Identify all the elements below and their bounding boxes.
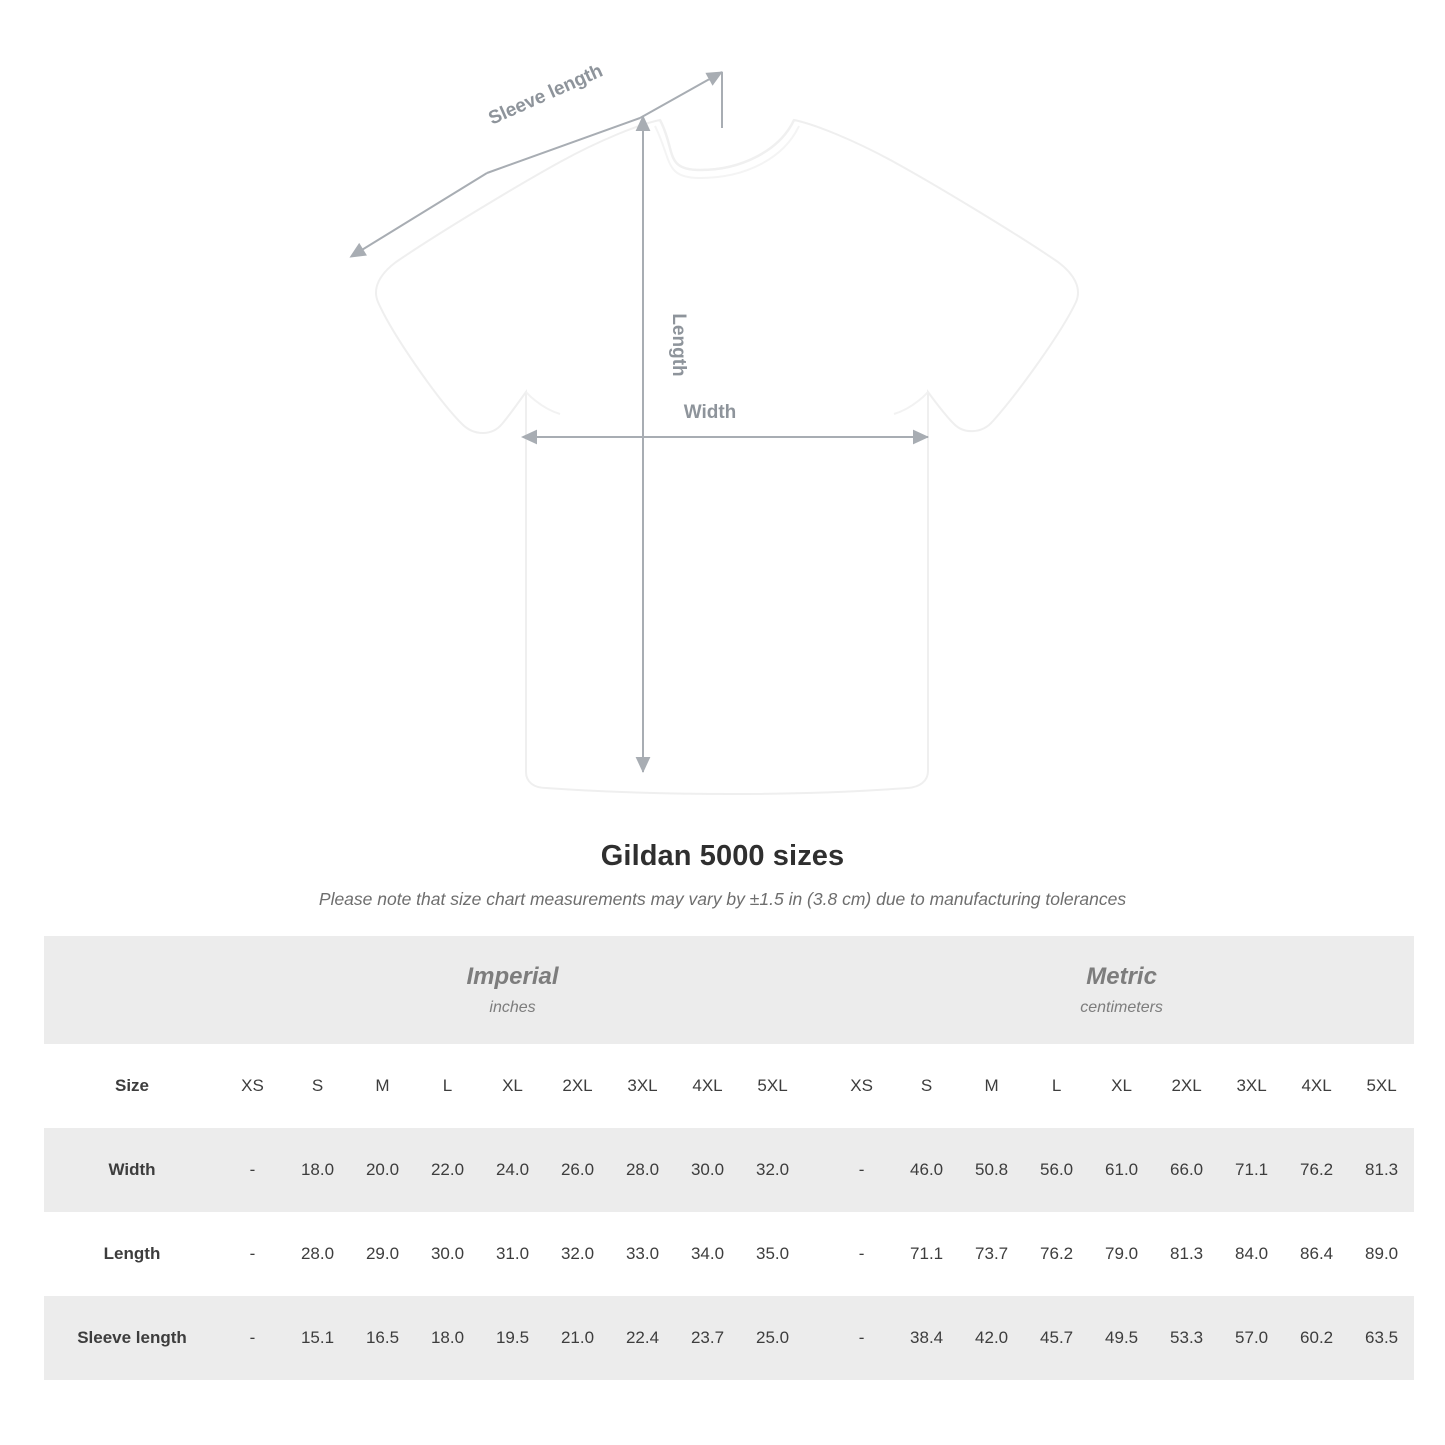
cell-size-met-4: XL [1089, 1044, 1154, 1128]
cell-sleeve-imp-7: 23.7 [675, 1296, 740, 1380]
tshirt-shape [376, 120, 1078, 794]
cell-length-imp-8: 35.0 [740, 1212, 805, 1296]
chart-title: Gildan 5000 sizes [600, 840, 845, 872]
cell-width-imp-3: 22.0 [415, 1128, 480, 1212]
cell-width-imp-7: 30.0 [675, 1128, 740, 1212]
cell-width-imp-0: - [220, 1128, 285, 1212]
unit-imperial-name: Imperial [466, 963, 559, 990]
cell-length-imp-0: - [220, 1212, 285, 1296]
cell-sleeve-met-4: 49.5 [1089, 1296, 1154, 1380]
size-table-wrap [44, 936, 1401, 1380]
unit-header-imperial [220, 936, 805, 1044]
cell-width-met-0: - [829, 1128, 894, 1212]
cell-size-imp-2: M [350, 1044, 415, 1128]
cell-size-imp-6: 3XL [610, 1044, 675, 1128]
table-row [44, 1212, 1414, 1296]
cell-width-imp-4: 24.0 [480, 1128, 545, 1212]
size-row-label: Size [44, 1044, 220, 1128]
cell-size-met-3: L [1024, 1044, 1089, 1128]
size-table [44, 936, 1414, 1380]
cell-width-met-1: 46.0 [894, 1128, 959, 1212]
cell-length-imp-1: 28.0 [285, 1212, 350, 1296]
cell-width-imp-1: 18.0 [285, 1128, 350, 1212]
cell-length-met-1: 71.1 [894, 1212, 959, 1296]
cell-length-met-5: 81.3 [1154, 1212, 1219, 1296]
cell-sleeve-met-0: - [829, 1296, 894, 1380]
cell-size-imp-5: 2XL [545, 1044, 610, 1128]
cell-sleeve-imp-4: 19.5 [480, 1296, 545, 1380]
cell-gap-sleeve [805, 1296, 829, 1380]
cell-width-imp-8: 32.0 [740, 1128, 805, 1212]
unit-imperial-sub: inches [489, 999, 536, 1016]
cell-sleeve-met-2: 42.0 [959, 1296, 1024, 1380]
length-label: Length [668, 313, 689, 377]
cell-width-imp-6: 28.0 [610, 1128, 675, 1212]
cell-width-met-5: 66.0 [1154, 1128, 1219, 1212]
cell-sleeve-imp-6: 22.4 [610, 1296, 675, 1380]
cell-sleeve-imp-0: - [220, 1296, 285, 1380]
cell-size-met-8: 5XL [1349, 1044, 1414, 1128]
cell-width-met-7: 76.2 [1284, 1128, 1349, 1212]
cell-size-imp-0: XS [220, 1044, 285, 1128]
cell-length-met-7: 86.4 [1284, 1212, 1349, 1296]
unit-metric-sub: centimeters [1080, 999, 1163, 1016]
unit-header-metric [829, 936, 1414, 1044]
cell-size-met-2: M [959, 1044, 1024, 1128]
cell-size-met-5: 2XL [1154, 1044, 1219, 1128]
cell-size-imp-4: XL [480, 1044, 545, 1128]
cell-sleeve-imp-2: 16.5 [350, 1296, 415, 1380]
cell-length-met-8: 89.0 [1349, 1212, 1414, 1296]
cell-length-imp-4: 31.0 [480, 1212, 545, 1296]
cell-width-met-6: 71.1 [1219, 1128, 1284, 1212]
cell-length-imp-2: 29.0 [350, 1212, 415, 1296]
cell-sleeve-met-5: 53.3 [1154, 1296, 1219, 1380]
cell-gap-length [805, 1212, 829, 1296]
unit-header-row [44, 936, 1414, 1044]
cell-sleeve-imp-8: 25.0 [740, 1296, 805, 1380]
cell-sleeve-met-3: 45.7 [1024, 1296, 1089, 1380]
cell-size-imp-1: S [285, 1044, 350, 1128]
cell-length-met-4: 79.0 [1089, 1212, 1154, 1296]
cell-gap-width [805, 1128, 829, 1212]
cell-size-met-7: 4XL [1284, 1044, 1349, 1128]
cell-size-met-0: XS [829, 1044, 894, 1128]
cell-sleeve-met-7: 60.2 [1284, 1296, 1349, 1380]
cell-sleeve-met-6: 57.0 [1219, 1296, 1284, 1380]
cell-width-imp-2: 20.0 [350, 1128, 415, 1212]
cell-width-met-8: 81.3 [1349, 1128, 1414, 1212]
unit-header-gap [805, 936, 829, 1044]
unit-metric-name: Metric [1086, 963, 1157, 990]
cell-sleeve-imp-3: 18.0 [415, 1296, 480, 1380]
cell-length-met-0: - [829, 1212, 894, 1296]
cell-size-imp-8: 5XL [740, 1044, 805, 1128]
cell-width-met-4: 61.0 [1089, 1128, 1154, 1212]
table-row [44, 1296, 1414, 1380]
unit-header-spacer [44, 936, 220, 1044]
cell-length-met-3: 76.2 [1024, 1212, 1089, 1296]
width-label: Width [683, 402, 737, 423]
cell-width-imp-5: 26.0 [545, 1128, 610, 1212]
table-row-size [44, 1044, 1414, 1128]
row-label-sleeve-length: Sleeve length [44, 1296, 220, 1380]
row-label-length: Length [44, 1212, 220, 1296]
cell-length-imp-5: 32.0 [545, 1212, 610, 1296]
cell-size-imp-3: L [415, 1044, 480, 1128]
cell-width-met-3: 56.0 [1024, 1128, 1089, 1212]
cell-sleeve-imp-1: 15.1 [285, 1296, 350, 1380]
cell-size-met-1: S [894, 1044, 959, 1128]
chart-note: Please note that size chart measurements may vary by ±1.5 in (3.8 cm) due to manufacturing tolerances [318, 889, 1127, 909]
cell-sleeve-met-1: 38.4 [894, 1296, 959, 1380]
table-row [44, 1128, 1414, 1212]
cell-size-met-6: 3XL [1219, 1044, 1284, 1128]
cell-length-met-2: 73.7 [959, 1212, 1024, 1296]
cell-size-imp-7: 4XL [675, 1044, 740, 1128]
sleeve-length-label: Sleeve length [485, 60, 606, 130]
cell-length-imp-3: 30.0 [415, 1212, 480, 1296]
row-label-width: Width [44, 1128, 220, 1212]
cell-width-met-2: 50.8 [959, 1128, 1024, 1212]
cell-length-imp-7: 34.0 [675, 1212, 740, 1296]
cell-sleeve-met-8: 63.5 [1349, 1296, 1414, 1380]
cell-length-imp-6: 33.0 [610, 1212, 675, 1296]
cell-sleeve-imp-5: 21.0 [545, 1296, 610, 1380]
cell-gap-size [805, 1044, 829, 1128]
cell-length-met-6: 84.0 [1219, 1212, 1284, 1296]
title-block [0, 840, 1445, 910]
